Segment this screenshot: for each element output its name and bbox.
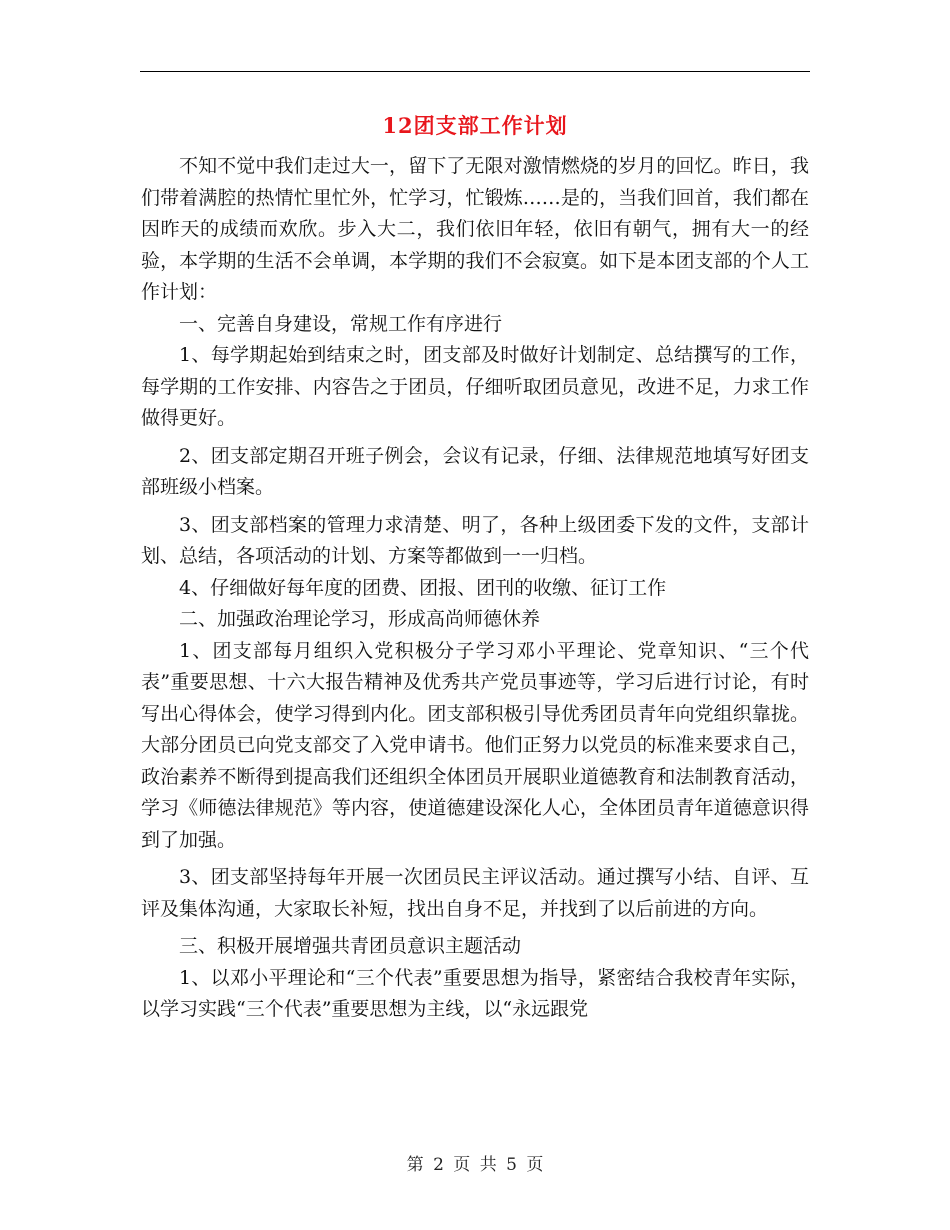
section-heading-3: 三、积极开展增强共青团员意识主题活动: [179, 935, 522, 957]
paragraph-2-1: 1、团支部每月组织入党积极分子学习邓小平理论、党章知识、“三个代表”重要思想、十六大报告精神及优秀共产党员事迹等，学习后进行讨论，有时写出心得体会，使学习得到内化。团支部积极引导优秀团员青年向党组织靠拢。大部分团员已向党支部交了入党申请书。他们正努力以党员的标准来要求自己，政治素养不断得到提高我们还组织全体团员开展职业道德教育和法制教育活动，学习《师德法律规范》等内容，使道德建设深化人心，全体团员青年道德意识得到了加强。: [141, 639, 809, 851]
section-heading-1: 一、完善自身建设，常规工作有序进行: [179, 312, 503, 335]
paragraph-1-4: 4、仔细做好每年度的团费、团报、团刊的收缴、征订工作: [179, 576, 667, 599]
section-heading-2: 二、加强政治理论学习，形成高尚师德休养: [179, 608, 541, 630]
page-title: 12团支部工作计划: [382, 113, 568, 138]
intro-paragraph: 不知不觉中我们走过大一，留下了无限对激情燃烧的岁月的回忆。昨日，我们带着满腔的热情忙里忙外，忙学习，忙锻炼……是的，当我们回首，我们都在因昨天的成绩而欢欣。步入大二，我们依旧年轻，依旧有朝气，拥有大一的经验，本学期的生活不会单调，本学期的我们不会寂寞。如下是本团支部的个人工作计划：: [141, 155, 809, 303]
paragraph-1-3: 3、团支部档案的管理力求清楚、明了，各种上级团委下发的文件，支部计划、总结，各项活动的计划、方案等都做到一一归档。: [141, 513, 809, 567]
header-rule: [140, 71, 810, 72]
paragraph-1-1: 1、每学期起始到结束之时，团支部及时做好计划制定、总结撰写的工作，每学期的工作安排、内容告之于团员，仔细听取团员意见，改进不足，力求工作做得更好。: [141, 344, 809, 429]
paragraph-3-1: 1、以邓小平理论和“三个代表”重要思想为指导，紧密结合我校青年实际，以学习实践“三个代表”重要思想为主线，以“永远跟党: [141, 966, 809, 1020]
body-text: [141, 151, 809, 1026]
paragraph-1-2: 2、团支部定期召开班子例会，会议有记录，仔细、法律规范地填写好团支部班级小档案。: [141, 444, 809, 498]
page-footer: 第 2 页 共 5 页: [406, 1155, 544, 1175]
paragraph-2-3: 3、团支部坚持每年开展一次团员民主评议活动。通过撰写小结、自评、互评及集体沟通，大家取长补短，找出自身不足，并找到了以后前进的方向。: [141, 866, 809, 920]
